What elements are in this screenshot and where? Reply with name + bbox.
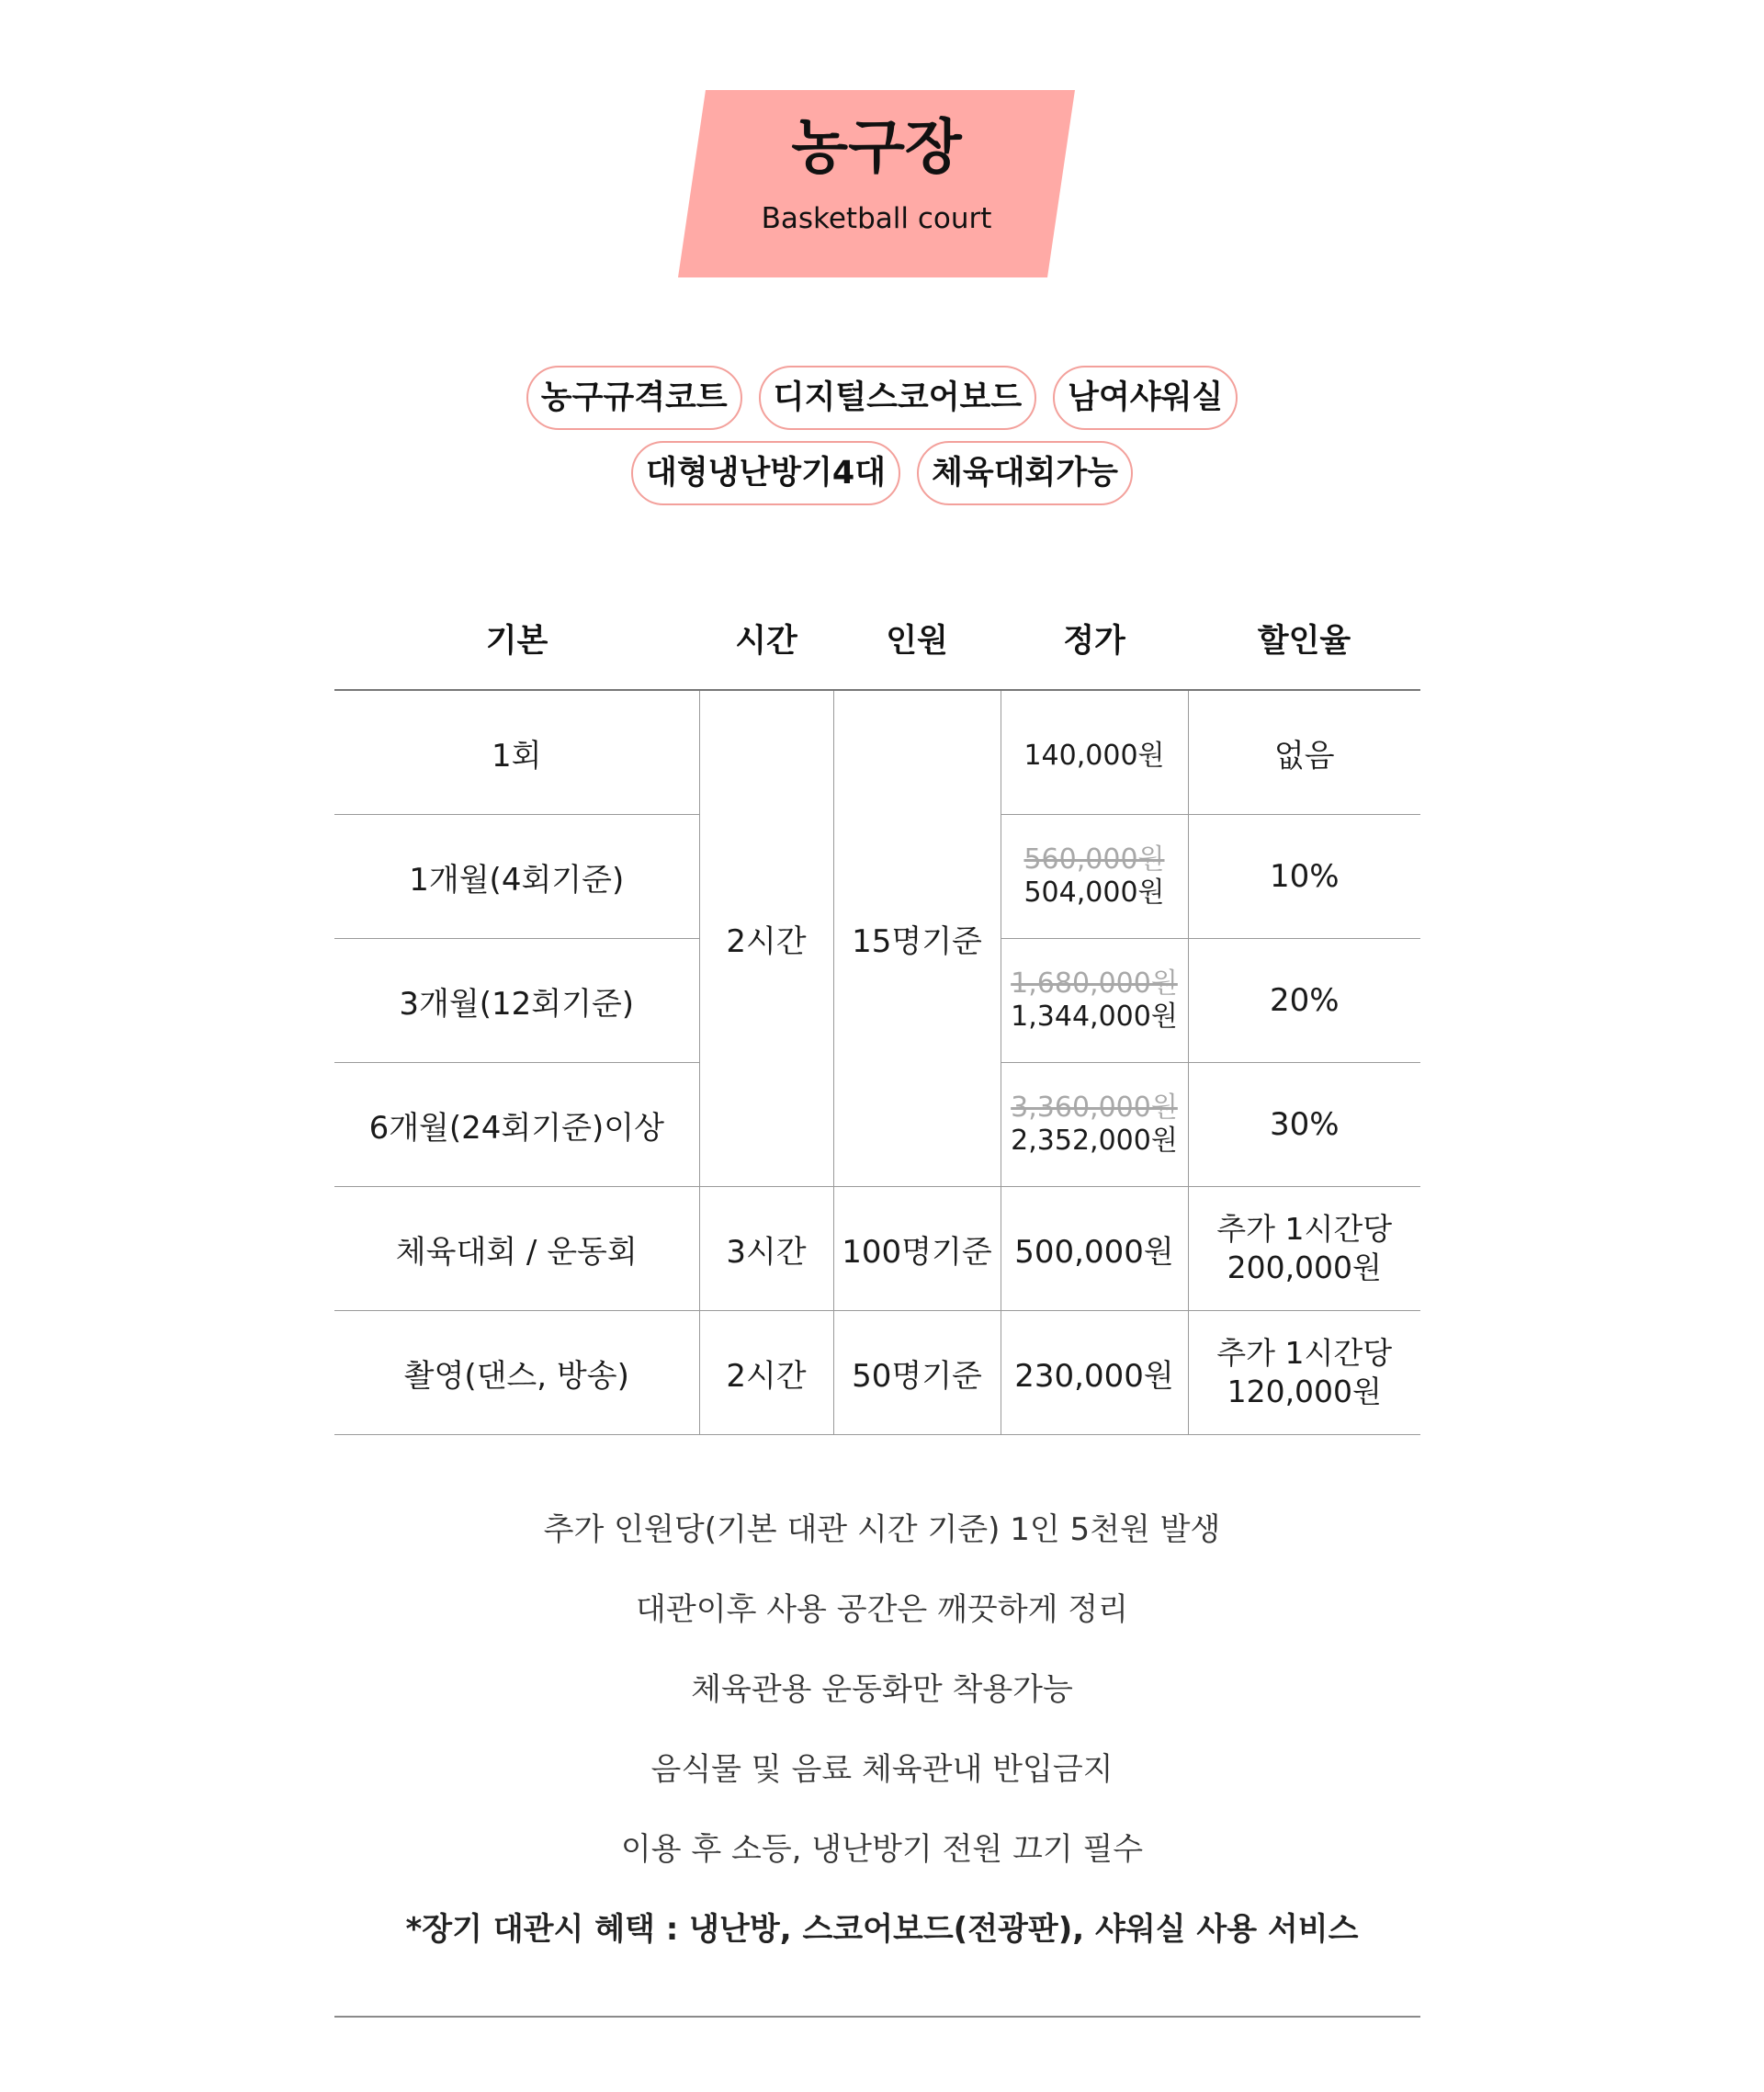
- original-price: 1,680,000원: [1011, 967, 1178, 1000]
- table-row: [334, 690, 1420, 815]
- people-cell: 100명기준: [833, 1187, 1001, 1311]
- tag-aircon: 대형냉난방기4대: [631, 441, 900, 505]
- price-table: [334, 588, 1420, 1435]
- extra-hour-price: 200,000원: [1227, 1250, 1382, 1285]
- row-label: 촬영(댄스, 방송): [334, 1311, 699, 1435]
- price-value: 140,000원: [1023, 740, 1165, 772]
- bottom-divider: [334, 2016, 1420, 2018]
- row-label: 체육대회 / 운동회: [334, 1187, 699, 1311]
- price-cell: [1001, 1063, 1188, 1187]
- note-extra-person: 추가 인원당(기본 대관 시간 기준) 1인 5천원 발생: [543, 1511, 1221, 1548]
- table-row: [334, 1187, 1420, 1311]
- header-discount: 할인율: [1188, 588, 1420, 690]
- tag-court: 농구규격코트: [526, 366, 742, 430]
- page-subtitle: Basketball court: [761, 202, 992, 235]
- row-label: 3개월(12회기준): [334, 939, 699, 1063]
- tag-row-2: [0, 441, 1764, 505]
- note-shoes: 체육관용 운동화만 착용가능: [691, 1671, 1073, 1708]
- discounted-price: 504,000원: [1023, 876, 1165, 909]
- row-label: 1회: [334, 690, 699, 815]
- discount-cell: [1188, 1187, 1420, 1311]
- extra-hour-label: 추가 1시간당: [1216, 1211, 1393, 1247]
- people-cell: 50명기준: [833, 1311, 1001, 1435]
- tag-row-1: [0, 366, 1764, 430]
- header-basic: 기본: [334, 588, 699, 690]
- table-header-row: [334, 588, 1420, 690]
- row-label: 1개월(4회기준): [334, 815, 699, 939]
- row-label: 6개월(24회기준)이상: [334, 1063, 699, 1187]
- discount-cell: [1188, 1311, 1420, 1435]
- note-long-term-benefit: *장기 대관시 혜택 : 냉난방, 스코어보드(전광판), 샤워실 사용 서비스: [405, 1911, 1359, 1948]
- discounted-price: 1,344,000원: [1011, 1001, 1178, 1033]
- note-no-food: 음식물 및 음료 체육관내 반입금지: [650, 1751, 1114, 1788]
- price-cell: 500,000원: [1001, 1187, 1188, 1311]
- extra-hour-price: 120,000원: [1227, 1374, 1382, 1409]
- price-cell: [1001, 939, 1188, 1063]
- table-row: [334, 1311, 1420, 1435]
- price-cell: 230,000원: [1001, 1311, 1188, 1435]
- header-time: 시간: [699, 588, 833, 690]
- discount-cell: 10%: [1188, 815, 1420, 939]
- discounted-price: 2,352,000원: [1011, 1125, 1178, 1157]
- basic-people-cell: 15명기준: [833, 690, 1001, 1187]
- feature-tags: [0, 366, 1764, 516]
- discount-cell: 30%: [1188, 1063, 1420, 1187]
- discount-cell: 없음: [1188, 690, 1420, 815]
- basic-time-cell: 2시간: [699, 690, 833, 1187]
- page-title: 농구장: [791, 114, 962, 182]
- note-cleanup: 대관이후 사용 공간은 깨끗하게 정리: [636, 1591, 1128, 1628]
- discount-cell: 20%: [1188, 939, 1420, 1063]
- note-power-off: 이용 후 소등, 냉난방기 전원 끄기 필수: [620, 1831, 1144, 1868]
- header-people: 인원: [833, 588, 1001, 690]
- time-cell: 3시간: [699, 1187, 833, 1311]
- price-cell: [1001, 815, 1188, 939]
- extra-hour-label: 추가 1시간당: [1216, 1335, 1393, 1371]
- tag-scoreboard: 디지털스코어보드: [759, 366, 1036, 430]
- price-cell: [1001, 690, 1188, 815]
- original-price: 560,000원: [1023, 843, 1165, 876]
- tag-sports-day: 체육대회가능: [917, 441, 1133, 505]
- header-price: 정가: [1001, 588, 1188, 690]
- original-price: 3,360,000원: [1011, 1091, 1178, 1124]
- notes-section: [0, 1490, 1764, 1970]
- time-cell: 2시간: [699, 1311, 833, 1435]
- tag-shower: 남여샤워실: [1053, 366, 1238, 430]
